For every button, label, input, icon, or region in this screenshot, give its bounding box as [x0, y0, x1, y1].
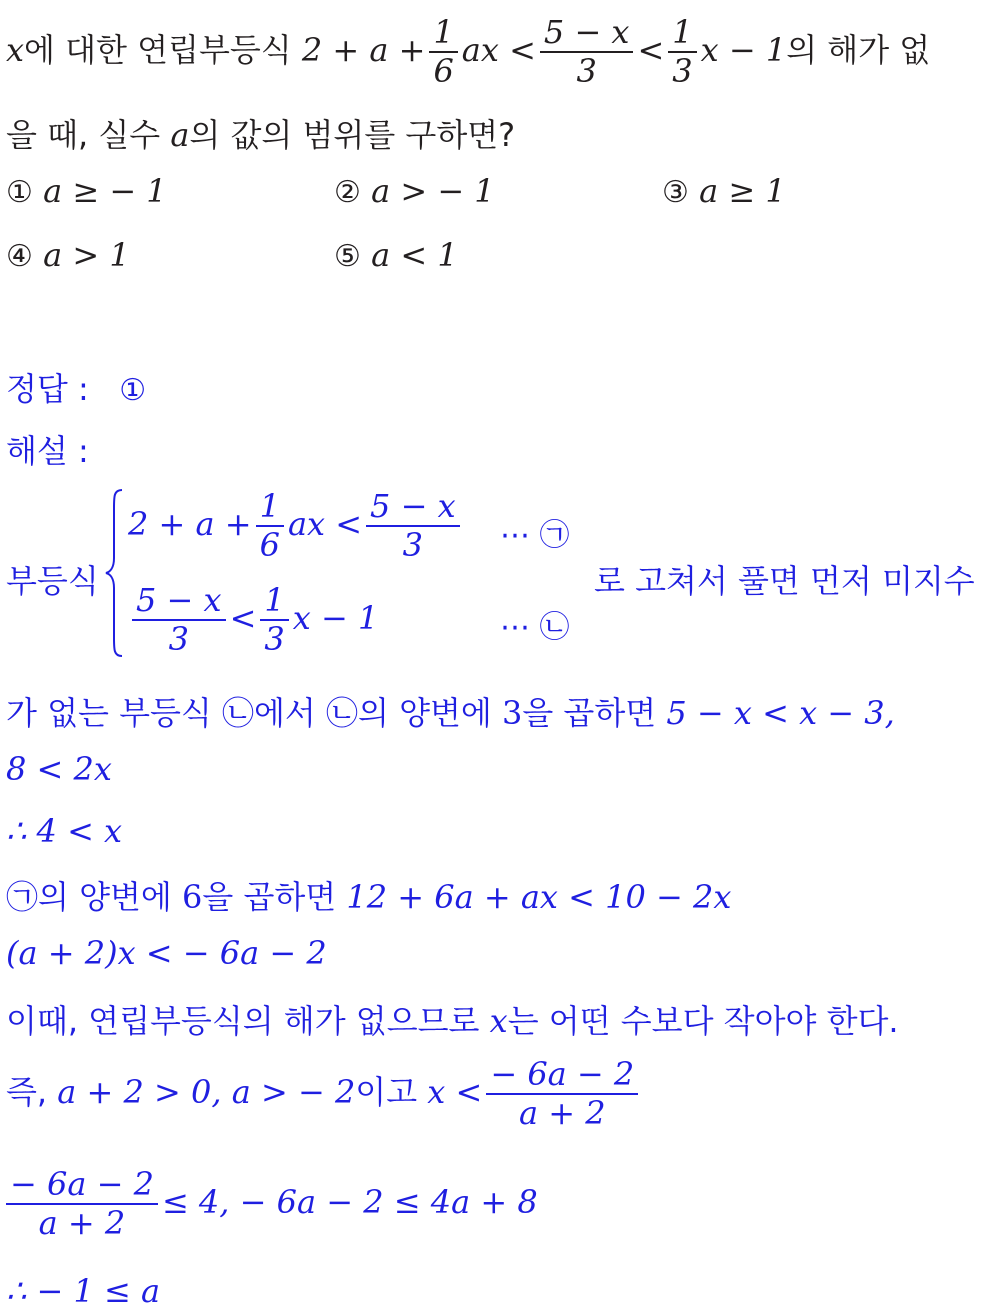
question-frac-2	[540, 14, 634, 90]
question-variable-a: a	[170, 116, 190, 154]
option-expression: a < 1	[371, 236, 458, 274]
explanation-line-b	[6, 750, 112, 788]
sys1-frac-1	[256, 488, 284, 564]
system-label-text: 부등식	[6, 562, 99, 600]
frac-numerator: 5 − x	[370, 487, 456, 525]
line-d-expression: 12 + 6a + ax < 10 − 2x	[346, 878, 732, 916]
system-tag-1	[500, 510, 570, 554]
explanation-line-c	[6, 812, 122, 850]
system-label	[6, 556, 99, 602]
line-h-fraction	[6, 1166, 158, 1242]
question-text-3: 을 때, 실수	[6, 116, 161, 154]
frac-denominator: 3	[366, 525, 460, 564]
sys2-frac-2	[260, 582, 288, 658]
frac-denominator: 3	[260, 619, 288, 658]
explanation-label: 해설 :	[6, 432, 89, 470]
line-c-expression: ∴ 4 < x	[6, 812, 123, 850]
frac-denominator: 6	[256, 525, 284, 564]
frac-numerator: 5 − x	[543, 13, 630, 51]
line-a-number: 3	[501, 694, 523, 732]
line-a-text-1: 가 없는 부등식 ㉡에서 ㉡의 양변에	[6, 694, 492, 732]
sys2-frac-1	[132, 582, 226, 658]
explanation-line-i	[6, 1272, 160, 1310]
explanation-line-a	[6, 688, 895, 734]
explanation-line-d	[6, 872, 731, 918]
frac-denominator: a + 2	[6, 1203, 158, 1242]
line-e-expression: (a + 2)x < − 6a − 2	[6, 934, 327, 972]
left-brace-icon	[104, 488, 124, 658]
explanation-line-e	[6, 934, 327, 972]
option-1[interactable]	[6, 172, 167, 210]
line-g-expression-1: a + 2 > 0,	[57, 1072, 222, 1111]
frac-denominator: 3	[668, 51, 696, 90]
system-tag-2	[500, 602, 570, 646]
line-d-text-2: 을 곱하면	[202, 878, 337, 916]
frac-numerator: 1	[433, 13, 454, 51]
frac-numerator: 5 − x	[136, 581, 222, 619]
line-i-expression: ∴ − 1 ≤ a	[6, 1272, 161, 1310]
option-expression: a > 1	[43, 236, 130, 274]
frac-denominator: 6	[429, 51, 457, 90]
question-lt: <	[637, 30, 665, 69]
line-g-text-1: 즉,	[6, 1072, 48, 1111]
explanation-line-f	[6, 996, 899, 1042]
option-number: ②	[334, 175, 361, 210]
system-after: 로 고쳐서 풀면 먼저 미지수	[594, 562, 975, 600]
option-2[interactable]	[334, 172, 495, 210]
question-text-1: 에 대한 연립부등식	[24, 30, 292, 69]
question-ineq-b: ax <	[461, 30, 536, 69]
option-expression: a ≥ − 1	[43, 172, 167, 210]
explanation-line-g	[6, 1056, 642, 1132]
option-3[interactable]	[662, 172, 786, 210]
frac-denominator: 3	[132, 619, 226, 658]
option-expression: a > − 1	[371, 172, 495, 210]
line-g-fraction	[486, 1056, 638, 1132]
sys1-b: ax <	[287, 504, 363, 543]
option-number: ①	[6, 175, 33, 210]
system-line-2	[128, 582, 378, 658]
frac-numerator: − 6a − 2	[10, 1165, 154, 1203]
question-variable-x: x	[6, 30, 25, 69]
option-number: ④	[6, 239, 33, 274]
line-g-expression-2: a > − 2	[231, 1072, 356, 1111]
frac-numerator: 1	[259, 487, 280, 525]
line-a-text-2: 을 곱하면	[522, 694, 657, 732]
option-number: ③	[662, 175, 689, 210]
line-d-number: 6	[182, 878, 203, 916]
frac-numerator: 1	[672, 13, 693, 51]
explanation-label-line	[6, 426, 89, 472]
frac-numerator: 1	[264, 581, 285, 619]
question-text-2: 의 해가 없	[786, 30, 931, 69]
line-b-expression: 8 < 2x	[6, 750, 112, 788]
option-number: ⑤	[334, 239, 361, 274]
system-after-text	[594, 556, 975, 602]
sys1-a: 2 + a +	[128, 504, 252, 543]
question-text-4: 의 값의 범위를 구하면?	[189, 116, 516, 154]
frac-denominator: a + 2	[486, 1093, 638, 1132]
line-g-text-2: 이고	[355, 1072, 418, 1111]
sys2-tag: ⋯ ㉡	[500, 610, 570, 645]
answer-value: ①	[119, 373, 147, 408]
option-expression: a ≥ 1	[699, 172, 786, 210]
line-f-text-1: 이때, 연립부등식의 해가 없으므로	[6, 1002, 480, 1040]
answer-line	[6, 364, 146, 410]
question-ineq-a: 2 + a +	[301, 30, 426, 69]
sys1-frac-2	[366, 488, 460, 564]
sys2-b: x − 1	[292, 598, 379, 637]
frac-numerator: − 6a − 2	[490, 1055, 635, 1093]
frac-denominator: 3	[540, 51, 634, 90]
answer-label: 정답 :	[6, 370, 89, 408]
question-ineq-c: x − 1	[700, 30, 787, 69]
line-h-expression: ≤ 4, − 6a − 2 ≤ 4a + 8	[161, 1182, 538, 1221]
line-d-text-1: ㉠의 양변에	[6, 878, 172, 916]
question-line-2	[6, 110, 515, 156]
question-line-1	[6, 14, 930, 90]
question-frac-1	[429, 14, 457, 90]
system-line-1	[128, 488, 464, 564]
line-g-expression-3: x <	[427, 1072, 483, 1111]
line-f-variable: x	[489, 1002, 508, 1040]
explanation-line-h	[6, 1166, 538, 1242]
line-a-expression: 5 − x < x − 3,	[666, 694, 895, 732]
sys2-lt: <	[229, 598, 257, 637]
question-frac-3	[668, 14, 696, 90]
line-f-text-2: 는 어떤 수보다 작아야 한다.	[507, 1002, 899, 1040]
option-4[interactable]	[6, 236, 130, 274]
sys1-tag: ⋯ ㉠	[500, 518, 570, 553]
option-5[interactable]	[334, 236, 458, 274]
